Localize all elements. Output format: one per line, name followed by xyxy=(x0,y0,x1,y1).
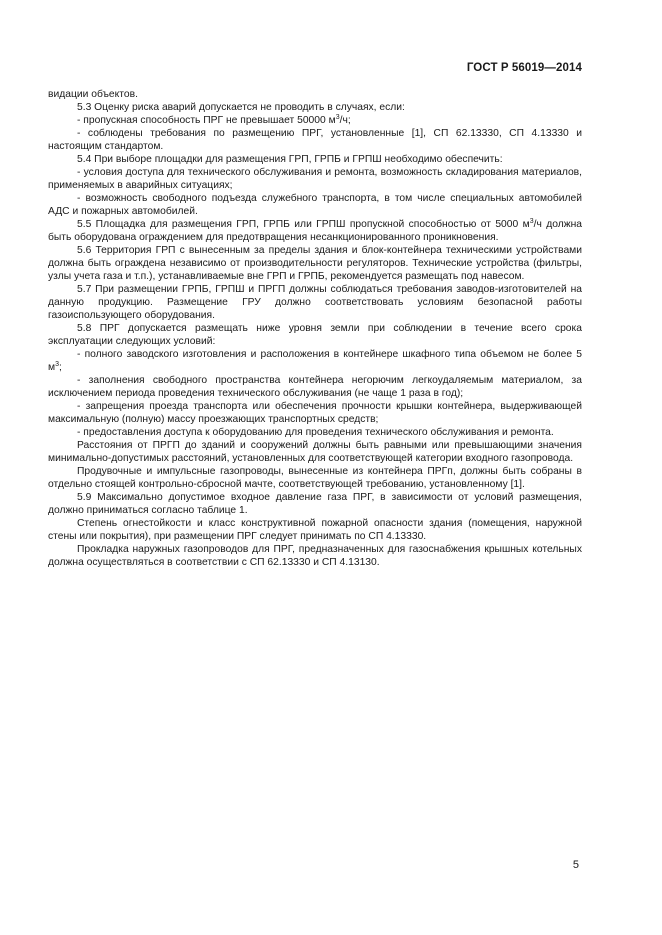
list-item-container-text: - полного заводского изготовления и расположения в контейнере шкафного типа объемом не более 5 м xyxy=(48,349,582,373)
document-standard-header: ГОСТ Р 56019—2014 xyxy=(466,62,582,74)
page-number: 5 xyxy=(572,859,579,871)
clause-5-5 xyxy=(48,218,582,244)
superscript-3: 3 xyxy=(55,361,59,368)
clause-5-4: 5.4 При выборе площадки для размещения ГРП, ГРПБ и ГРПШ необходимо обеспечить: xyxy=(77,154,503,165)
document-body xyxy=(48,88,582,569)
superscript-3: 3 xyxy=(529,218,534,225)
list-item-access-conditions: - условия доступа для технического обслуживания и ремонта, возможность складирования материалов, применяемых в аварийных ситуациях; xyxy=(48,167,582,191)
clause-5-8: 5.8 ПРГ допускается размещать ниже уровня земли при соблюдении в течение всего срока эксплуатации следующих условий: xyxy=(48,323,582,347)
list-item-throughput xyxy=(48,114,582,127)
list-item-filling: - заполнения свободного пространства контейнера негорючим легкоудаляемым материалом, за исключением периода проведения технического обслуживания (не чаще 1 раза в год); xyxy=(48,375,582,399)
clause-5-3: 5.3 Оценку риска аварий допускается не проводить в случаях, если: xyxy=(77,102,405,113)
list-item-traffic: - запрещения проезда транспорта или обеспечения прочности крышки контейнера, выдерживающей максимальную (полную) массу проезжающих транспортных средств; xyxy=(48,401,582,425)
clause-5-7: 5.7 При размещении ГРПБ, ГРПШ и ПРГП должны соблюдаться требования заводов-изготовителей на данную продукцию. Размещение ГРУ должно соответствовать условиям безопасной работы газоиспользующего оборудования. xyxy=(48,284,582,321)
superscript-3: 3 xyxy=(335,114,340,121)
clause-5-6: 5.6 Территория ГРП с вынесенным за пределы здания и блок-контейнера техническими устройствами должна быть ограждена независимо от производительности регуляторов. Технические устройства (фильтры, узлы учета газа и т.п.), устанавливаемые вне ГРП и ГРПБ, рекомендуется размещать под навесом. xyxy=(48,245,582,282)
list-item-container xyxy=(48,348,582,374)
paragraph-fire-resistance: Степень огнестойкости и класс конструктивной пожарной опасности здания (помещения, наружной стены или покрытия), при размещении ПРГ следует принимать по СП 4.13330. xyxy=(48,518,582,542)
list-item-placement-requirements: - соблюдены требования по размещению ПРГ, установленные [1], СП 62.13330, СП 4.13330 и настоящим стандартом. xyxy=(48,128,582,152)
clause-5-5-text: 5.5 Площадка для размещения ГРП, ГРПБ или ГРПШ пропускной способностью от 5000 м xyxy=(77,219,530,230)
list-item-container-end: ; xyxy=(59,362,62,373)
list-item-throughput-text: - пропускная способность ПРГ не превышает 50000 м xyxy=(77,115,336,126)
clause-5-9: 5.9 Максимально допустимое входное давление газа ПРГ, в зависимости от условий размещения, должно приниматься согласно таблице 1. xyxy=(48,492,582,516)
paragraph-purge-pipelines: Продувочные и импульсные газопроводы, вынесенные из контейнера ПРГп, должны быть собраны в отдельно стоящей контрольно-сбросной мачте, соответствующей требованию, установленному [1]. xyxy=(48,466,582,490)
paragraph-distances: Расстояния от ПРГП до зданий и сооружений должны быть равными или превышающими значения минимально-допустимых расстояний, установленных для соответствующей категории входного газопровода. xyxy=(48,440,582,464)
paragraph-continuation: видации объектов. xyxy=(48,89,138,100)
list-item-vehicle-access: - возможность свободного подъезда служебного транспорта, в том числе специальных автомобилей АДС и пожарных автомобилей. xyxy=(48,193,582,217)
paragraph-outdoor-pipelines: Прокладка наружных газопроводов для ПРГ, предназначенных для газоснабжения крышных котельных должна осуществляться в соответствии с СП 62.13330 и СП 4.13130. xyxy=(48,544,582,568)
list-item-throughput-unit: /ч; xyxy=(339,115,351,126)
list-item-maintenance-access: - предоставления доступа к оборудованию для проведения технического обслуживания и ремонта. xyxy=(77,427,554,438)
clause-5-5-text-end: /ч должна быть оборудована ограждением для предотвращения несанкционированного проникновения. xyxy=(48,219,583,243)
